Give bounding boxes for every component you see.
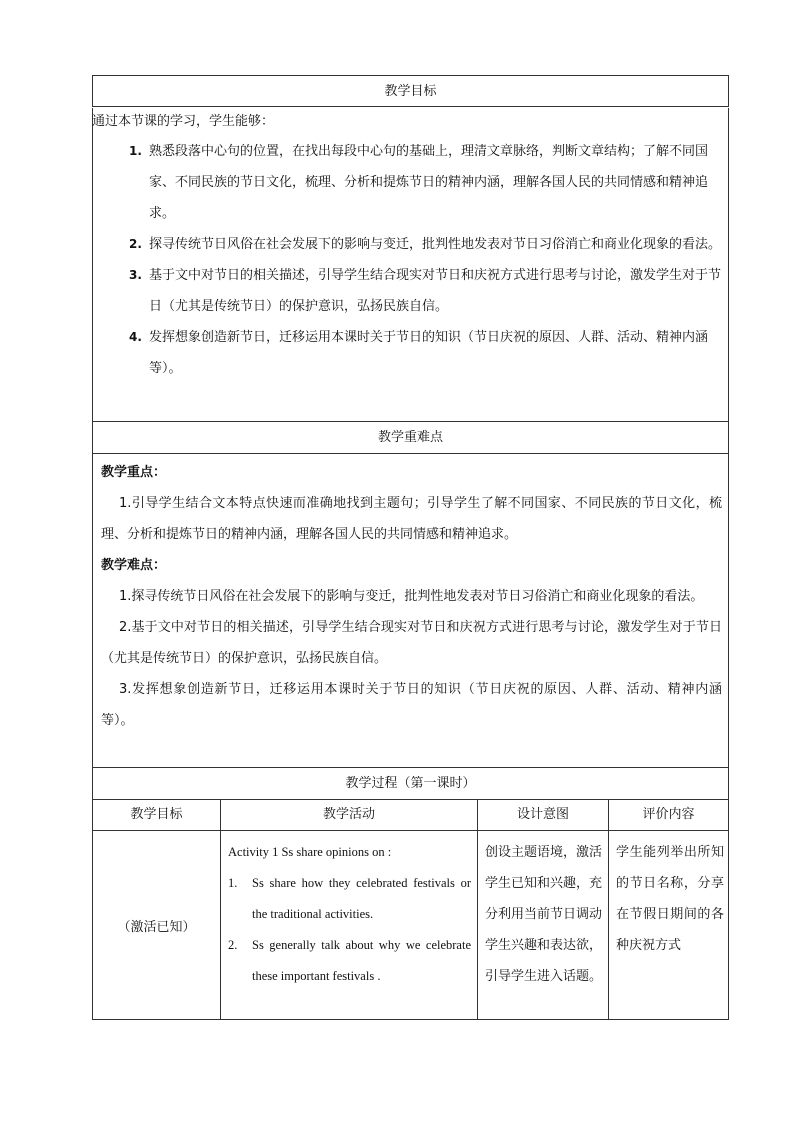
activity-item: 1. Ss share how they celebrated festivals or the traditional activities.	[228, 876, 471, 921]
process-header-text: 教学过程（第一课时）	[345, 776, 476, 791]
difficulty-item: 1.探寻传统节日风俗在社会发展下的影响与变迁，批判性地发表对节日习俗消亡和商业化现象的看法。	[119, 589, 704, 604]
objective-item: 4. 发挥想象创造新节日，迁移运用本课时关于节日的知识（节日庆祝的原因、人群、活动、精神内涵等）。	[129, 330, 709, 376]
process-column-headers	[92, 800, 729, 831]
process-row	[92, 831, 729, 1020]
activity-item: 2. Ss generally talk about why we celebrate these important festivals .	[228, 938, 471, 983]
column-header-evaluation: 评价内容	[642, 807, 695, 822]
design-text: 创设主题语境，激活学生已知和兴趣，充分利用当前节日调动学生兴趣和表达欲，引导学生进入话题。	[485, 845, 603, 984]
process-header	[92, 768, 729, 800]
difficulty-item: 3.发挥想象创造新节日，迁移运用本课时关于节日的知识（节日庆祝的原因、人群、活动、精神内涵等）。	[101, 682, 722, 728]
column-header-goal: 教学目标	[93, 800, 221, 830]
key-points-header-text: 教学重难点	[377, 430, 443, 445]
objectives-header	[92, 75, 729, 107]
key-points-header	[92, 422, 729, 454]
objectives-body	[92, 108, 729, 422]
column-header-activity: 教学活动	[221, 800, 478, 830]
evaluation-cell	[609, 831, 728, 1019]
goal-cell	[93, 831, 221, 1019]
activity-cell	[221, 831, 478, 1019]
focus-title: 教学重点：	[101, 465, 167, 480]
design-cell	[478, 831, 609, 1019]
activity-title: Activity 1 Ss share opinions on :	[228, 845, 392, 859]
goal-text: （激活已知）	[117, 919, 196, 935]
column-header-design: 设计意图	[478, 800, 609, 830]
key-points-body	[92, 454, 729, 768]
activity-list	[228, 868, 471, 992]
objectives-header-text: 教学目标	[384, 84, 437, 99]
objective-item: 2. 探寻传统节日风俗在社会发展下的影响与变迁，批判性地发表对节日习俗消亡和商业化现象的看法。	[129, 237, 722, 252]
difficulty-item: 2.基于文中对节日的相关描述，引导学生结合现实对节日和庆祝方式进行思考与讨论，激发学生对于节日（尤其是传统节日）的保护意识，弘扬民族自信。	[101, 620, 722, 666]
objectives-intro: 通过本节课的学习，学生能够：	[92, 114, 275, 129]
lesson-plan-table	[92, 75, 729, 1020]
objective-item: 3. 基于文中对节日的相关描述，引导学生结合现实对节日和庆祝方式进行思考与讨论，激发学生对于节日（尤其是传统节日）的保护意识，弘扬民族自信。	[129, 268, 722, 314]
objectives-list	[93, 136, 728, 384]
difficulty-title: 教学难点：	[101, 558, 167, 573]
focus-item: 1.引导学生结合文本特点快速而准确地找到主题句；引导学生了解不同国家、不同民族的节日文化，梳理、分析和提炼节日的精神内涵，理解各国人民的共同情感和精神追求。	[101, 496, 722, 542]
objective-item: 1. 熟悉段落中心句的位置，在找出每段中心句的基础上，理清文章脉络，判断文章结构；了解不同国家、不同民族的节日文化，梳理、分析和提炼节日的精神内涵，理解各国人民的共同情感和精神追求。	[129, 144, 709, 221]
evaluation-text: 学生能列举出所知的节日名称，分享在节假日期间的各种庆祝方式	[616, 845, 724, 953]
